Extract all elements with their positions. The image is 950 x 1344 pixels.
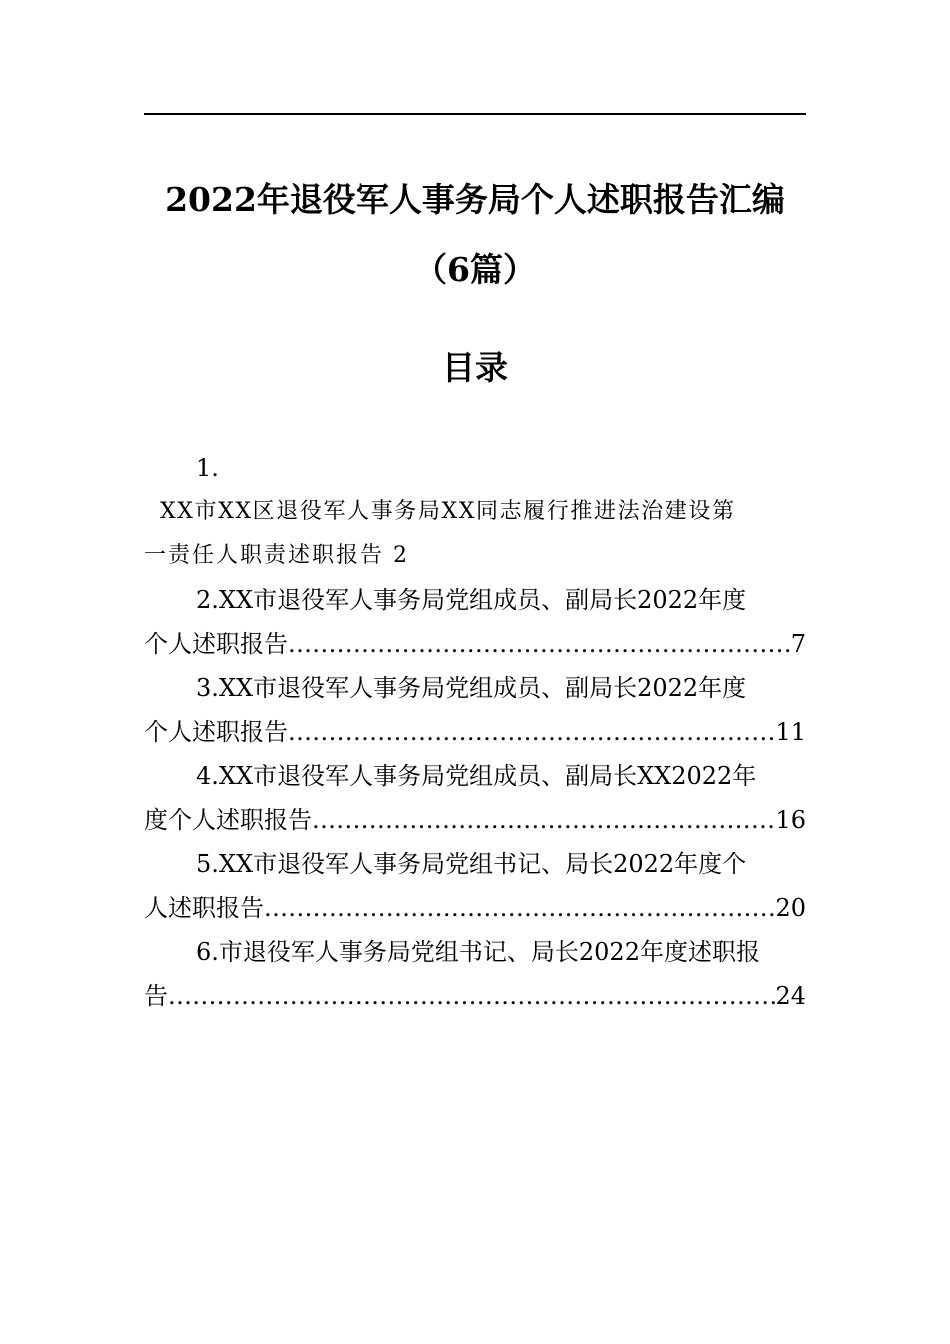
toc-entry-page: 7 [790,630,806,658]
toc-entry-text: 5.XX市退役军人事务局党组书记、局长2022年度个 [196,850,747,878]
toc-entry-page: 11 [775,718,806,746]
toc-entry-2[interactable] [144,578,806,666]
toc-entry-title-end: 告 [144,982,168,1010]
toc-entry-leader-line [144,622,806,666]
toc-entry-text: 6.市退役军人事务局党组书记、局长2022年度述职报 [196,938,760,966]
toc-entry-3[interactable] [144,666,806,754]
toc-entry-page: 24 [775,982,806,1010]
dot-leader [288,622,791,666]
toc-entry-text: 2.XX市退役军人事务局党组成员、副局长2022年度 [196,586,747,614]
toc-entry-title-end: 个人述职报告 [144,718,288,746]
toc-entry-leader-line [144,886,806,930]
toc-entry-text: 4.XX市退役军人事务局党组成员、副局长XX2022年 [196,762,757,790]
header-rule [144,113,806,115]
toc-entry-leader-line [144,974,806,1018]
table-of-contents [144,446,806,1018]
toc-entry-text: XX市XX区退役军人事务局XX同志履行推进法治建设第 [160,499,736,524]
toc-entry-title-end: 个人述职报告 [144,630,288,658]
dot-leader [288,710,775,754]
toc-entry-title-end: 一责任人职责述职报告 [144,543,385,568]
toc-entry-5[interactable] [144,842,806,930]
toc-entry-page: 2 [393,543,410,568]
toc-entry-leader-line [144,798,806,842]
toc-entry-6[interactable] [144,930,806,1018]
toc-heading: 目录 [442,348,508,387]
dot-leader [312,798,775,842]
toc-entry-leader-line [144,710,806,754]
toc-entry-4[interactable] [144,754,806,842]
dot-leader [264,886,775,930]
toc-entry-page: 16 [775,806,806,834]
toc-entry-title-end: 人述职报告 [144,894,264,922]
toc-entry-1[interactable] [144,446,806,578]
toc-entry-title-end: 度个人述职报告 [144,806,312,834]
dot-leader [168,974,775,1018]
toc-entry-text-continued [144,534,806,578]
toc-entry-number: 1. [196,454,219,482]
toc-entry-page: 20 [775,894,806,922]
document-title: 2022年退役军人事务局个人述职报告汇编 [165,180,785,219]
toc-entry-text: 3.XX市退役军人事务局党组成员、副局长2022年度 [196,674,747,702]
document-subtitle: （6篇） [414,250,536,289]
